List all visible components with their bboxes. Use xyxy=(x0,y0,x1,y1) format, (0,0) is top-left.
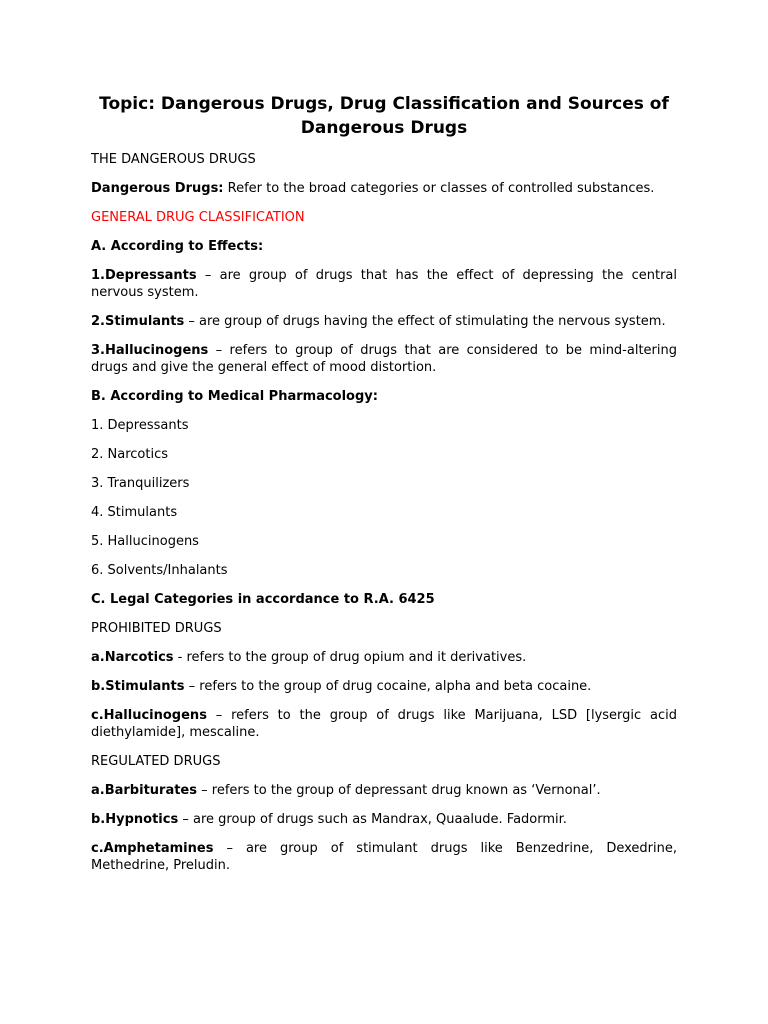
effect-text: – are group of drugs having the effect of stimulating the nervous system. xyxy=(184,314,666,329)
definition-paragraph xyxy=(91,180,677,197)
effect-term: 1.Depressants xyxy=(91,268,197,283)
prohibited-term: b.Stimulants xyxy=(91,679,185,694)
effect-term: 3.Hallucinogens xyxy=(91,343,209,358)
section-heading-dangerous-drugs: THE DANGEROUS DRUGS xyxy=(91,152,256,167)
prohibited-item-stimulants xyxy=(91,678,677,695)
pharmacology-item: 6. Solvents/Inhalants xyxy=(91,563,228,578)
regulated-text: – are group of stimulant drugs like Benzedrine, Dexedrine, Methedrine, Preludin. xyxy=(91,841,677,873)
prohibited-text: - refers to the group of drug opium and it derivatives. xyxy=(173,650,527,665)
pharmacology-item: 3. Tranquilizers xyxy=(91,476,190,491)
regulated-term: b.Hypnotics xyxy=(91,812,179,827)
regulated-item-hypnotics xyxy=(91,811,677,828)
effect-text: – refers to group of drugs that are considered to be mind-altering drugs and give the general effect of mood distortion. xyxy=(91,343,677,375)
effect-item-depressants xyxy=(91,267,677,301)
document-title xyxy=(91,92,677,140)
heading-according-to-effects: A. According to Effects: xyxy=(91,239,264,254)
effect-item-hallucinogens xyxy=(91,342,677,376)
prohibited-term: a.Narcotics xyxy=(91,650,174,665)
prohibited-item-narcotics xyxy=(91,649,677,666)
effect-text: – are group of drugs that has the effect of depressing the central nervous system. xyxy=(91,268,677,300)
pharmacology-item: 5. Hallucinogens xyxy=(91,534,199,549)
pharmacology-item: 2. Narcotics xyxy=(91,447,169,462)
definition-text: Refer to the broad categories or classes of controlled substances. xyxy=(223,181,655,196)
heading-legal-categories: C. Legal Categories in accordance to R.A. 6425 xyxy=(91,592,435,607)
definition-term: Dangerous Drugs: xyxy=(91,181,224,196)
effect-term: 2.Stimulants xyxy=(91,314,185,329)
section-heading-general-classification: GENERAL DRUG CLASSIFICATION xyxy=(91,210,305,225)
pharmacology-item: 4. Stimulants xyxy=(91,505,178,520)
prohibited-term: c.Hallucinogens xyxy=(91,708,207,723)
title-line-1: Topic: Dangerous Drugs, Drug Classification and Sources of xyxy=(99,94,669,114)
title-line-2: Dangerous Drugs xyxy=(300,118,468,138)
regulated-text: – are group of drugs such as Mandrax, Quaalude. Fadormir. xyxy=(178,812,567,827)
regulated-term: a.Barbiturates xyxy=(91,783,197,798)
regulated-item-amphetamines xyxy=(91,840,677,874)
heading-medical-pharmacology: B. According to Medical Pharmacology: xyxy=(91,389,378,404)
pharmacology-item: 1. Depressants xyxy=(91,418,189,433)
section-heading-regulated-drugs: REGULATED DRUGS xyxy=(91,754,221,769)
effect-item-stimulants xyxy=(91,313,677,330)
prohibited-text: – refers to the group of drug cocaine, alpha and beta cocaine. xyxy=(184,679,592,694)
regulated-item-barbiturates xyxy=(91,782,677,799)
section-heading-prohibited-drugs: PROHIBITED DRUGS xyxy=(91,621,222,636)
prohibited-text: – refers to the group of drugs like Marijuana, LSD [lysergic acid diethylamide], mescaline. xyxy=(91,708,677,740)
regulated-text: – refers to the group of depressant drug known as ‘Vernonal’. xyxy=(197,783,601,798)
regulated-term: c.Amphetamines xyxy=(91,841,214,856)
prohibited-item-hallucinogens xyxy=(91,707,677,741)
